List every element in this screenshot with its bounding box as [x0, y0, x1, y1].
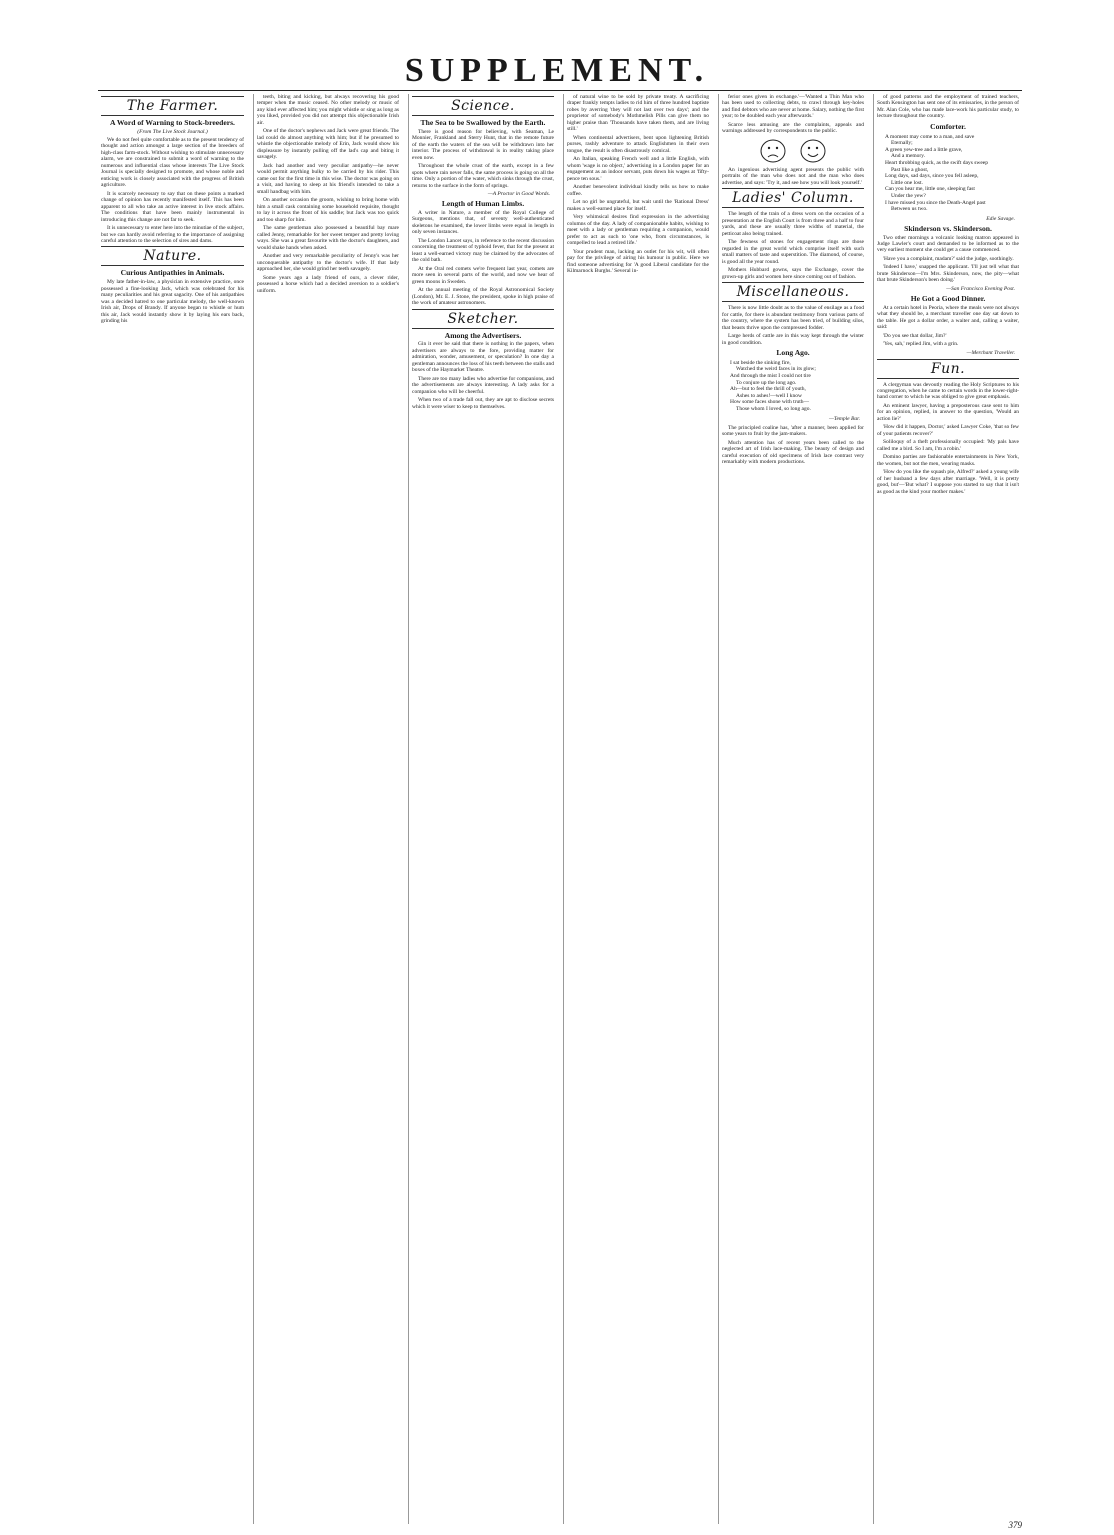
poem-title: Long Ago.: [776, 348, 810, 358]
section-heading-science: Science.: [412, 96, 554, 116]
paragraph: Two other mornings a volcanic looking matron appeared in Judge Lawler's court and demanded to be informed as to the very earliest moment she could get a cause commenced.: [877, 234, 1019, 254]
paragraph: 'Yes, sah,' replied Jim, with a grin.: [883, 341, 959, 348]
paragraph: of good patterns and the employment of trained teachers, South Kensington has sent one of its emissaries, in the person of Mr. Alan Cole, who has made lace-work his particular study, to lecture throughout the country.: [877, 94, 1019, 120]
poem-line: To conjure up the long ago.: [736, 379, 797, 386]
paragraph: The fewness of stones for engagement rings are those regarded in the great world which comprise itself with such small matters of taste and superstition. The diamond, of course, is good all the year round.: [722, 239, 864, 265]
paragraph: 'Do you see that dollar, Jim?': [883, 332, 947, 339]
poem-line: Eternally;: [891, 140, 913, 147]
sad-face-icon: [758, 138, 788, 164]
column-2: [253, 94, 402, 1524]
paragraph: At the annual meeting of the Royal Astronomical Society (London), Mr. E. J. Stone, the president, spoke in high praise of the work of amateur astronomers.: [412, 287, 554, 307]
paragraph: When two of a trade fall out, they are apt to disclose secrets which it were wiser to keep to themselves.: [412, 397, 554, 410]
paragraph: teeth, biting and kicking, but always recovering his good temper when the music ceased. No other melody or music of any kind ever affected him; you might whistle or sing as long as you liked, provided you did not attempt this objectionable Irish air.: [257, 94, 399, 126]
paragraph: Scarce less amusing are the complaints, appeals and warnings addressed by correspondents to the public.: [722, 121, 864, 135]
poem-line: Ah—but to feel the thrill of youth,: [730, 386, 806, 393]
poem: [885, 134, 1019, 213]
paragraph: A clergyman was devoutly reading the Holy Scriptures to his congregation, when he came to certain words in the lower-right-hand corner to which he was obliged to give great emphasis.: [877, 381, 1019, 401]
paragraph: An eminent lawyer, having a preposterous case sent to him for an opinion, replied, in answer to the question, 'Would an action lie?': [877, 402, 1019, 422]
poem-line: Ashes to ashes!—well I know: [736, 392, 802, 399]
poem-line: A moment may come to a man, and save: [885, 133, 975, 140]
paragraph: There is good reason for believing, with Seaman, Le Monnier, Frankland and Sterry Hunt, that in the remote future of the earth the waters of the sea will be withdrawn into her interior. The process of withdrawal is in reality taking place even now.: [412, 128, 554, 161]
column-4: [563, 94, 712, 1524]
article-title: Skinderson vs. Skinderson.: [904, 223, 992, 233]
section-heading-fun: Fun.: [877, 359, 1019, 379]
poem-line: Can you hear me, little one, sleeping fast: [885, 186, 975, 193]
paragraph: Mothers Hubbard gowns, says the Exchange, cover the grown-up girls and women here since coming out of fashion.: [722, 267, 864, 280]
poem-title: Comforter.: [930, 121, 966, 131]
paragraph: Throughout the whole crust of the earth, except in a few spots where rain never falls, the same process is going on all the time. Only a portion of the water, which sinks through the crust, returns to the surface in the form of springs.: [412, 163, 554, 189]
signature: —Temple Bar.: [829, 415, 860, 422]
paragraph: The length of the train of a dress worn on the occasion of a presentation at the English Court is from three and a half to four yards, and these are usually three widths of material, the petticoat also being trained.: [722, 211, 864, 237]
paragraph: 'Indeed I have,' snapped the applicant. 'I'll just tell what that brute Skinderson—I'm Mrs. Skinderson, now, the pity—what that brute Skinderson's been doing.': [877, 264, 1019, 284]
article-source: (From The Live Stock Journal.): [137, 128, 208, 135]
happy-face-icon: [798, 138, 828, 164]
paragraph: Jack had another and very peculiar antipathy—he never would permit anything bulky to be carried by his rider. This came out for the first time in this wise. The doctor was going on a visit, and having to sleep at his friend's intended to take a small handbag with him.: [257, 162, 399, 195]
section-heading-nature: Nature.: [101, 246, 244, 266]
column-3: [408, 94, 557, 1524]
poem: [730, 360, 864, 413]
poem-line: I have missed you since the Death-Angel past: [885, 199, 986, 206]
masthead: SUPPLEMENT.: [404, 52, 710, 89]
paragraph: Some years ago a lady friend of ours, a clever rider, possessed a horse which had a decided aversion to a soldier's uniform.: [257, 274, 399, 294]
article-title: The Sea to be Swallowed by the Earth.: [420, 118, 546, 127]
poem-line: A green yew-tree and a little grave,: [885, 146, 963, 153]
article-title: Length of Human Limbs.: [441, 199, 525, 209]
column-1: [98, 94, 247, 1524]
paragraph: 'Have you a complaint, madam?' said the judge, soothingly.: [883, 255, 1014, 262]
paragraph: At the Oral red comets we're frequent last year, comets are more seen in several parts of the world, and now we hear of green moons in Sweden.: [412, 265, 554, 285]
signature: —A Proctor in Good Words.: [487, 191, 550, 198]
section-heading-sketcher: Sketcher.: [412, 309, 554, 329]
column-5: [718, 94, 867, 1524]
section-heading-farmer: The Farmer.: [101, 96, 244, 116]
paragraph: of natural wine to be sold by private treaty. A sacrificing draper frankly tempts ladies to rid him of three hundred baptiste robes by averring 'they will not last over two days'; and the proprietor of somebody's Mothmelish Pills can give them no higher praise than 'Thousands have taken them, and are living still.': [567, 94, 709, 133]
poem-line: I sat beside the sinking fire,: [730, 359, 791, 366]
paragraph: Another and very remarkable peculiarity of Jenny's was her unconquerable antipathy to the doctor's wife. If that lady approached her, she would grind her teeth savagely.: [257, 253, 399, 273]
paragraph: Another benevolent individual kindly tells us how to make coffee.: [567, 184, 709, 197]
paragraph: We do not feel quite comfortable as to the present tendency of thought and action amongst a large section of the breeders of high-class farm-stock. Without wishing to stimulate unnecessary alarm, we are constrained to submit a word of warning to the numerous and influential class whose interests The Live Stock Journal is specially designed to promote, and whose noble and enticing work is closely associated with the progress of British agriculture.: [101, 136, 244, 189]
article-title: A Word of Warning to Stock-breeders.: [110, 118, 235, 127]
section-heading-ladies-column: Ladies' Column.: [722, 188, 864, 208]
poem-line: Little one lost.: [891, 179, 923, 186]
signature: —Merchant Traveller.: [966, 349, 1015, 356]
article-title: Among the Advertisers.: [444, 330, 522, 340]
paragraph: It is scarcely necessary to say that on these points a marked change of opinion has recently manifested itself. This has been apparent to all who take an active interest in live stock affairs. The conditions that have been mainly instrumental in introducing this change are not far to seek.: [101, 190, 244, 223]
paragraph: Gin it ever be said that there is nothing in the papers, when advertisers are always to the fore, providing matter for admiration, wonder, amusement, or speculation? In one day a gentleman announces the loss of his teeth between the stalls and boxes of the Haymarket Theatre.: [412, 341, 554, 374]
paragraph: When continental advertisers, bent upon lightening British purses, rashly adventure to attack Englishmen in their own tongue, the result is often disastrously comical.: [567, 134, 709, 154]
poem-line: Those whom I loved, so long ago.: [736, 405, 811, 412]
section-heading-miscellaneous: Miscellaneous.: [722, 282, 864, 302]
paragraph: 'How do you like the squash pie, Alfred?' asked a young wife of her husband a few days after marriage. 'Well, it is pretty good, but'—'But what? I suppose you started to say that it isn't as good as the kind your mother makes.': [877, 469, 1019, 495]
paragraph: One of the doctor's nephews and Jack were great friends. The lad could do almost anything with him; but if he presumed to whistle the objectionable melody of Erin, Jack would show his displeasure by instantly pulling off the lad's cap and biting it savagely.: [257, 128, 399, 161]
article-title: Curious Antipathies in Animals.: [120, 268, 225, 278]
column-6: [873, 94, 1022, 1524]
signature: —San Francisco Evening Post.: [946, 285, 1015, 292]
poem-line: And through the mist I could not tire: [730, 373, 811, 380]
paragraph: At a certain hotel in Peoria, where the meals were not always what they should be, a merchant traveller one day sat down to the table. He got a dollar order, a waiter and, calling a waiter, said:: [877, 304, 1019, 331]
paragraph: A writer in Nature, a member of the Royal College of Surgeons, mentions that, of seventy well-authenticated skeletons he examined, the lower limbs were equal in length in only seven instances.: [412, 209, 554, 236]
paragraph: An ingenious advertising agent presents the public with portraits of the man who does not and the man who does advertise, and says: 'Try it, and see how you will look yourself.': [722, 166, 864, 186]
article-title: He Got a Good Dinner.: [910, 293, 986, 303]
poem-line: Between us two.: [891, 206, 928, 213]
paragraph: Very whimsical desires find expression in the advertising columns of the day. A lady of companionable habits, wishing to meet with a lady or gentleman requiring a companion, would prefer to act as such to 'one who, from circumstances, is compelled to lead a retired life.': [567, 214, 709, 247]
poem-line: Long days, sad days, since you fell asleep,: [885, 173, 979, 180]
paragraph: Large herds of cattle are in this way kept through the winter in good condition.: [722, 333, 864, 346]
poem-line: Under the yew?: [891, 193, 926, 199]
paragraph: Much attention has of recent years been called to the neglected art of Irish lace-making. The beauty of design and careful execution of old specimens of Irish lace contrast very remarkably with modern productions.: [722, 439, 864, 465]
paragraph: There is now little doubt as to the value of ensilage as a food for cattle, for there is abundant testimony from various parts of the country, where the system has been tried, of building silos, that beasts thrive upon the compressed fodder.: [722, 305, 864, 331]
paragraph: Your prudent man, lacking an outlet for his wit, will often pay for the privilege of airing his humour in public. Here we find someone advertising for 'A good Liberal candidate for the Kilmarnock Burghs.' Several in-: [567, 248, 709, 275]
paragraph: Soliloquy of a theft professionally occupied: 'My pals have called me a bird. So I am, I'm a robin.': [877, 439, 1019, 452]
paragraph: My late father-in-law, a physician in extensive practice, once possessed a fine-looking Jack, which was celebrated for his many peculiarities and his great sagacity. One of his antipathies was a decided hatred to one particular melody, the well-known Irish air, Drops of Brandy. If anyone began to whistle or hum this air, Jack would instantly show it by laying his ears back, grinding his: [101, 279, 244, 325]
poem-line: Past like a ghost,: [891, 166, 929, 173]
masthead-rule: [98, 90, 1022, 91]
paragraph: 'How did it happen, Doctor,' asked Lawyer Coke, 'that so few of your patients recover?': [877, 424, 1019, 437]
paragraph: An Italian, speaking French well and a little English, with whom 'wage is no object,' advertising in a London paper for an engagement as an indoor servant, puts down his wages at 'fifty-pence ten sous.': [567, 156, 709, 182]
paragraph: Domino parties are fashionable entertainments in New York, the women, but not the men, wearing masks.: [877, 454, 1019, 467]
poem-line: Watched the weird faces in its glow;: [736, 366, 816, 373]
paragraph: There are too many ladies who advertise for companions, and the advertisements are always interesting. A lady asks for a companion who will be cheerful.: [412, 375, 554, 395]
paragraph: The same gentleman also possessed a beautiful bay mare called Jenny, remarkable for her sweet temper and pretty loving ways. She was a great favourite with the doctor's daughters, and would shake hands when asked.: [257, 225, 399, 251]
poem-line: And a memory.: [891, 153, 926, 160]
paragraph: ferior ones given in exchange.'—'Wanted a Thin Man who has been used to collecting debts, to crawl through key-holes and find debtors who are never at home. Salary, nothing the first year; to be doubled each year afterwards.': [722, 94, 864, 120]
poem-line: Heart throbbing quick, as the swift days sweep: [885, 160, 988, 167]
paragraph: The London Lancet says, in reference to the recent discussion concerning the treatment of typhoid fever, that for the present at least a well-earned victory may be claimed by the advocates of the cold bath.: [412, 237, 554, 264]
signature: Edie Savage.: [986, 215, 1015, 222]
advertiser-faces-illustration: [722, 138, 864, 164]
paragraph: Let no girl be ungrateful, but wait until the 'Rational Dress' makes a well-earned place for itself.: [567, 199, 709, 212]
paragraph: It is unnecessary to enter here into the minutiae of the subject, but we can hardly avoid referring to the importance of assigning careful attention to the selection of sires and dams.: [101, 225, 244, 244]
poem-line: How some faces shone with truth—: [730, 399, 809, 406]
columns: [98, 94, 1022, 1524]
page-number: 379: [1008, 1520, 1022, 1530]
paragraph: The principled coaline has, 'after a manner, been applied for some years to fruit by the jam-makers.: [722, 424, 864, 438]
paragraph: On another occasion the groom, wishing to bring home with him a small cask containing some household requisite, thought to lay it across the front of his saddle; but Jack was too quick and too sharp for him.: [257, 197, 399, 223]
